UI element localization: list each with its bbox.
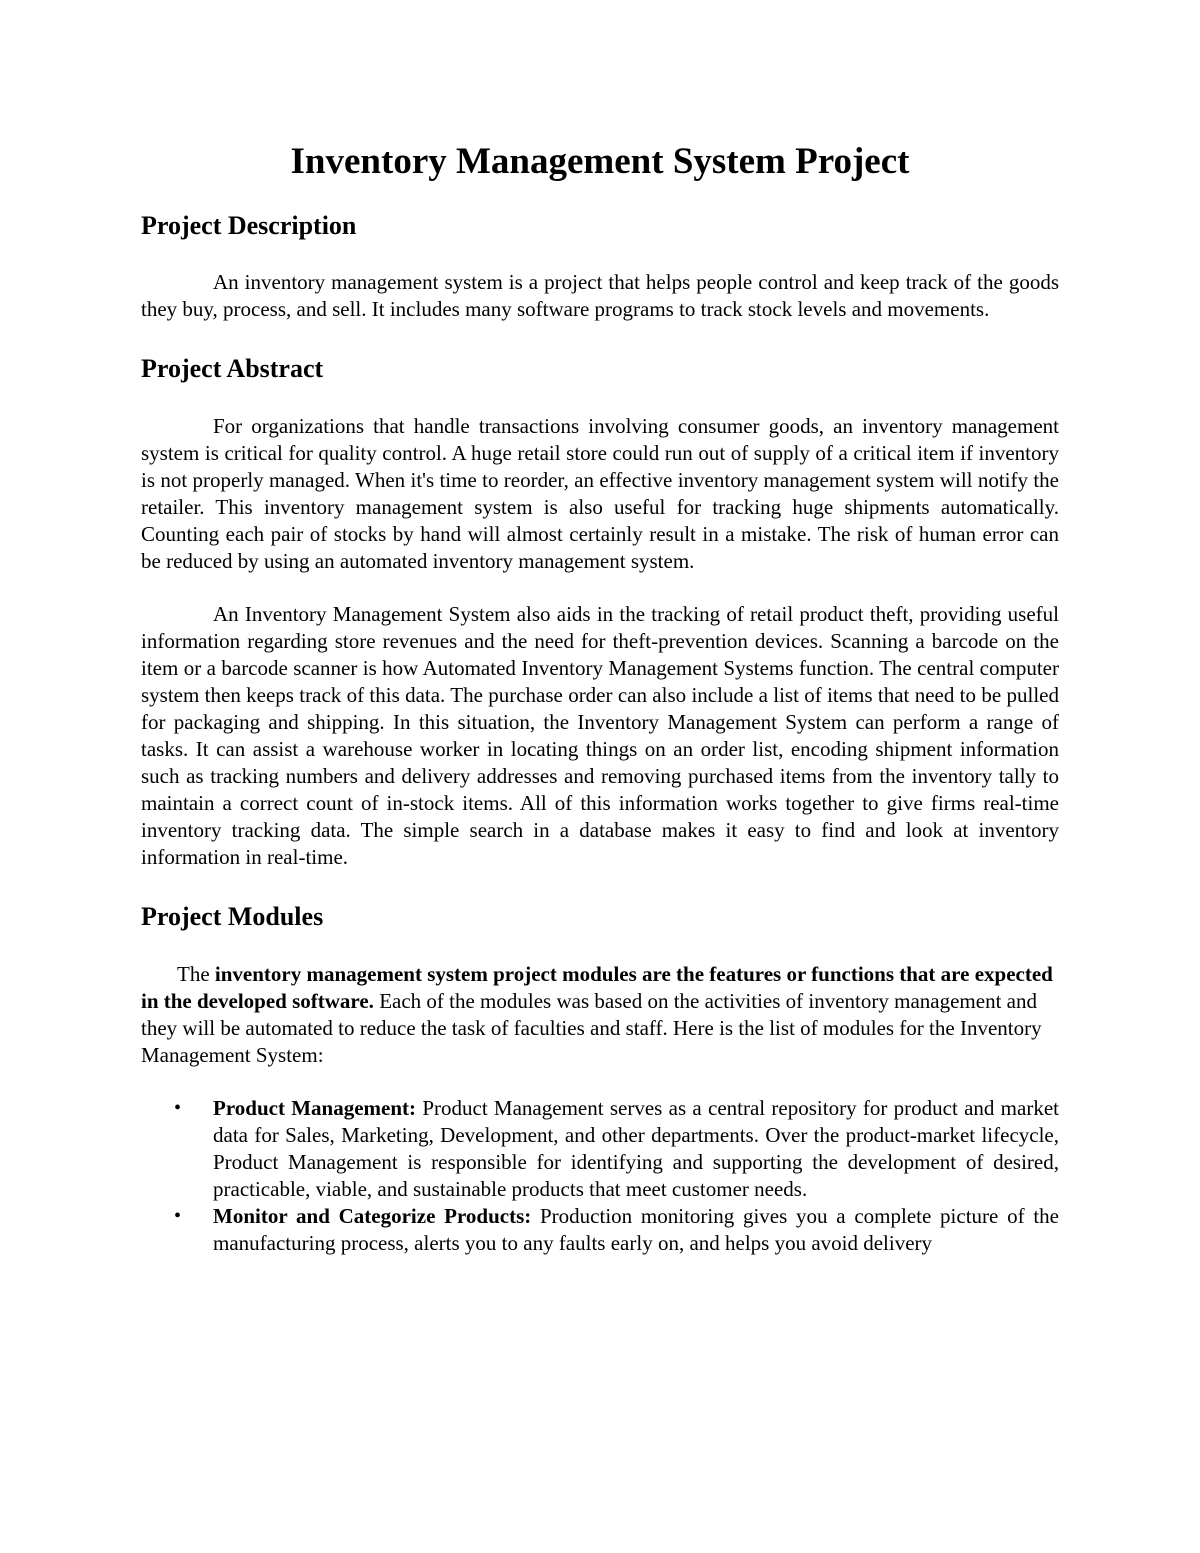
bullet-icon: • (174, 1205, 182, 1227)
bullet-icon: • (174, 1097, 182, 1119)
description-paragraph: An inventory management system is a project that helps people control and keep track of the goods they buy, process, and sell. It includes many software programs to track stock levels and movements. (141, 270, 1059, 321)
modules-intro-bold: inventory management system project modules are the features or functions that are expected in the developed software. (141, 962, 1053, 1013)
heading-project-description: Project Description (141, 211, 357, 240)
abstract-paragraph-1: For organizations that handle transactions involving consumer goods, an inventory management system is critical for quality control. A huge retail store could run out of supply of a critical item if inventory is not properly managed. When it's time to reorder, an effective inventory management system will notify the retailer. This inventory management system is also useful for tracking huge shipments automatically. Counting each pair of stocks by hand will almost certainly result in a mistake. The risk of human error can be reduced by using an automated inventory management system. (141, 414, 1059, 573)
heading-project-modules: Project Modules (141, 902, 324, 931)
module-text: Product Management serves as a central repository for product and market data for Sales, Marketing, Development, and other departments. Over the product-market lifecycle, Product Management is responsible for identifying and supporting the development of desired, practicable, viable, and sustainable products that meet customer needs. (213, 1096, 1059, 1201)
module-label: Product Management: (213, 1096, 417, 1120)
document-page (141, 140, 1059, 1257)
module-item-product-management (141, 1095, 1059, 1203)
document-title: Inventory Management System Project (290, 141, 910, 182)
modules-intro-rest: Each of the modules was based on the activities of inventory management and they will be automated to reduce the task of faculties and staff. Here is the list of modules for the Inventory Management System: (141, 989, 1042, 1067)
modules-intro-paragraph (141, 961, 1059, 1069)
module-text: Production monitoring gives you a complete picture of the manufacturing process, alerts you to any faults early on, and helps you avoid delivery (213, 1204, 1060, 1255)
module-label: Monitor and Categorize Products: (213, 1204, 532, 1228)
abstract-paragraph-2: An Inventory Management System also aids in the tracking of retail product theft, providing useful information regarding store revenues and the need for theft-prevention devices. Scanning a barcode on the item or a barcode scanner is how Automated Inventory Management Systems function. The central computer system then keeps track of this data. The purchase order can also include a list of items that need to be pulled for packaging and shipping. In this situation, the Inventory Management System can perform a range of tasks. It can assist a warehouse worker in locating things on an order list, encoding shipment information such as tracking numbers and delivery addresses and removing purchased items from the inventory tally to maintain a correct count of in-stock items. All of this information works together to give firms real-time inventory tracking data. The simple search in a database makes it easy to find and look at inventory information in real-time. (141, 602, 1059, 869)
modules-intro-lead: The (177, 962, 215, 986)
modules-list (141, 1095, 1059, 1257)
module-item-monitor-categorize (141, 1203, 1059, 1257)
heading-project-abstract: Project Abstract (141, 354, 324, 383)
